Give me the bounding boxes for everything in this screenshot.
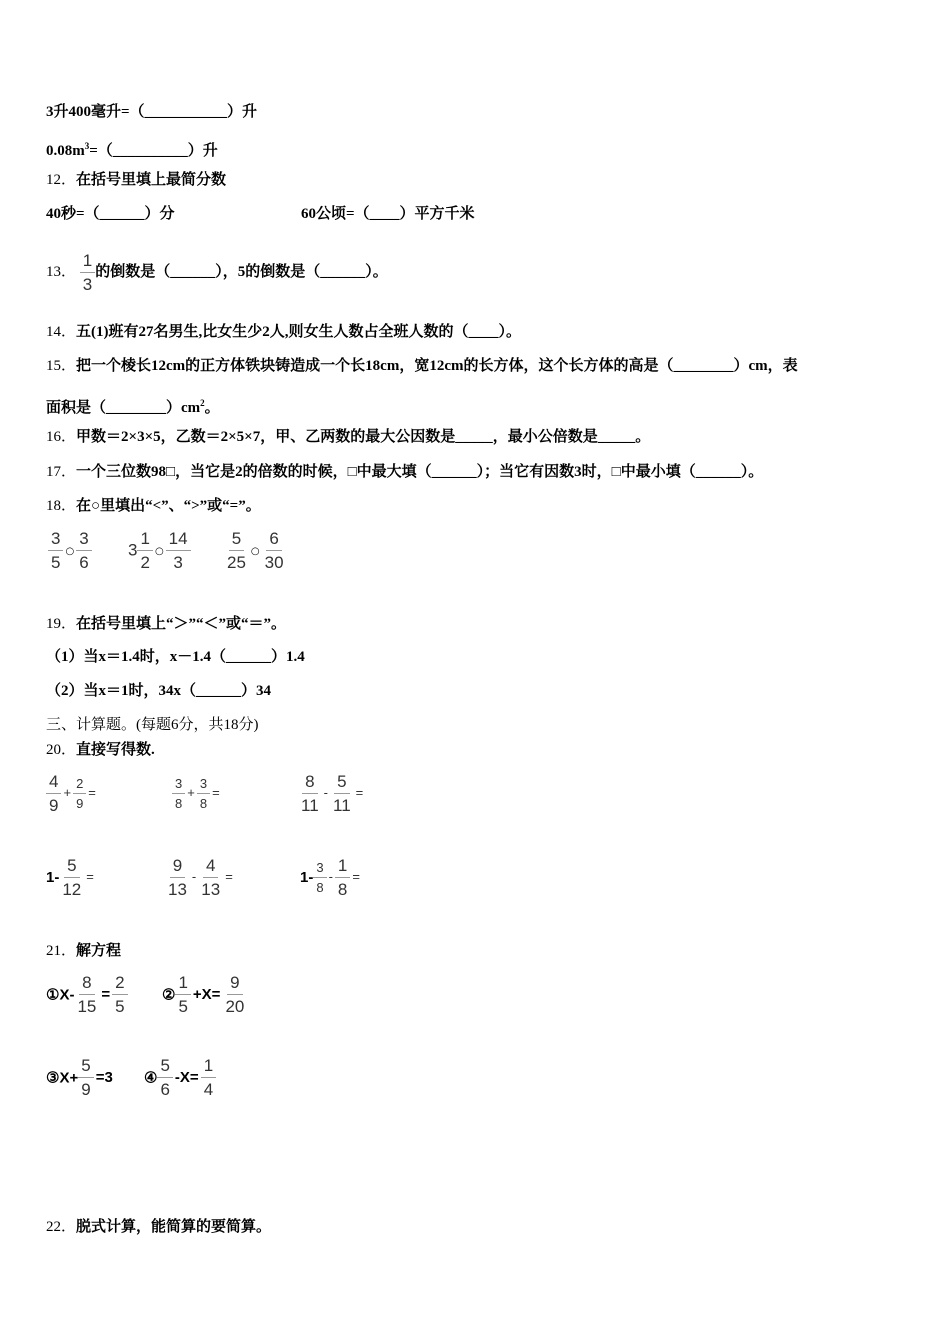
question-12-a: 40秒=（______）分 (46, 206, 175, 222)
question-16: 16．甲数＝2×3×5，乙数＝2×5×7，甲、乙两数的最大公因数是_____，最小公倍数是_____。 (46, 429, 651, 445)
compare-item-1: $\frac{3}{5}$ ○ $\frac{3}{6}$ (48, 530, 92, 571)
compare-item-2: 3 $\frac{1}{2}$ ○ $\frac{14}{3}$ (128, 530, 191, 571)
calc-item-5: $\frac{9}{13}$ - $\frac{4}{13}$ = (168, 856, 233, 899)
circle-blank: ○ (154, 546, 164, 558)
question-22: 22．脱式计算，能简算的要简算。 (46, 1219, 272, 1235)
question-19: 19．在括号里填上“＞”“＜”或“＝”。 (46, 616, 287, 632)
question-14: 14．五(1)班有27名男生,比女生少2人,则女生人数占全班人数的（____）。 (46, 324, 522, 340)
line-volume-2: $0.08m^3=(\_\_\_\_\_\_\_\_\_\_)$升 (46, 141, 218, 159)
question-12-b: 60公顷=（____）平方千米 (301, 206, 475, 222)
circle-blank: ○ (65, 546, 75, 558)
calc-item-6: 1- $\frac{3}{8}$ - $\frac{1}{8}$ = (300, 856, 360, 899)
compare-item-3: $\frac{5}{25}$ ○ $\frac{6}{30}$ (227, 529, 284, 572)
circle-blank: ○ (250, 546, 260, 558)
equation-3: ③X+ $\frac{5}{9}$ =3 (46, 1056, 113, 1099)
calc-item-3: $\frac{8}{11}$ - $\frac{5}{11}$ = (301, 772, 364, 815)
question-15-cont: 面积是$(\_\_\_\_\_\_\_\_)cm^2$。 (46, 398, 220, 416)
question-19-b: （2）当x＝1时，34x（______）34 (46, 683, 272, 699)
calc-item-2: $\frac{3}{8}$ + $\frac{3}{8}$ = (172, 777, 222, 810)
question-20: 20．直接写得数. (46, 742, 155, 758)
line-volume-1: 3升400毫升=（___________）升 (46, 104, 258, 120)
question-12: 12．在括号里填上最简分数 (46, 172, 227, 188)
question-17: 17．一个三位数98□，当它是2的倍数的时候，□中最大填（______）；当它有因数3时，□中最小填（______）。 (46, 464, 764, 480)
fraction: $\frac{1}{3}$ (80, 252, 95, 293)
calc-item-1: $\frac{4}{9}$ + $\frac{2}{9}$ = (46, 773, 98, 814)
equation-4: ④ $\frac{5}{6}$ -X= $\frac{1}{4}$ (144, 1057, 216, 1098)
calc-item-4: 1- $\frac{5}{12}$ = (46, 856, 94, 899)
question-19-a: （1）当x＝1.4时，x－1.4（______）1.4 (46, 649, 305, 665)
question-18: 18．在○里填出“<”、“>”或“=”。 (46, 498, 261, 514)
equation-2: ② $\frac{1}{5}$ +X= $\frac{9}{20}$ (162, 973, 245, 1016)
question-15: 15．把一个棱长12cm的正方体铁块铸造成一个长18cm，宽12cm的长方体，这个长方体的高是（________）cm，表 (46, 358, 798, 374)
question-21: 21．解方程 (46, 943, 122, 959)
question-13: 13． $\frac{1}{3}$ 的倒数是（______），5的倒数是（______）。 (46, 251, 388, 295)
equation-1: ①X- $\frac{8}{15}$ = $\frac{2}{5}$ (46, 974, 128, 1015)
section-3-heading: 三、计算题。(每题6分，共18分) (46, 717, 259, 733)
